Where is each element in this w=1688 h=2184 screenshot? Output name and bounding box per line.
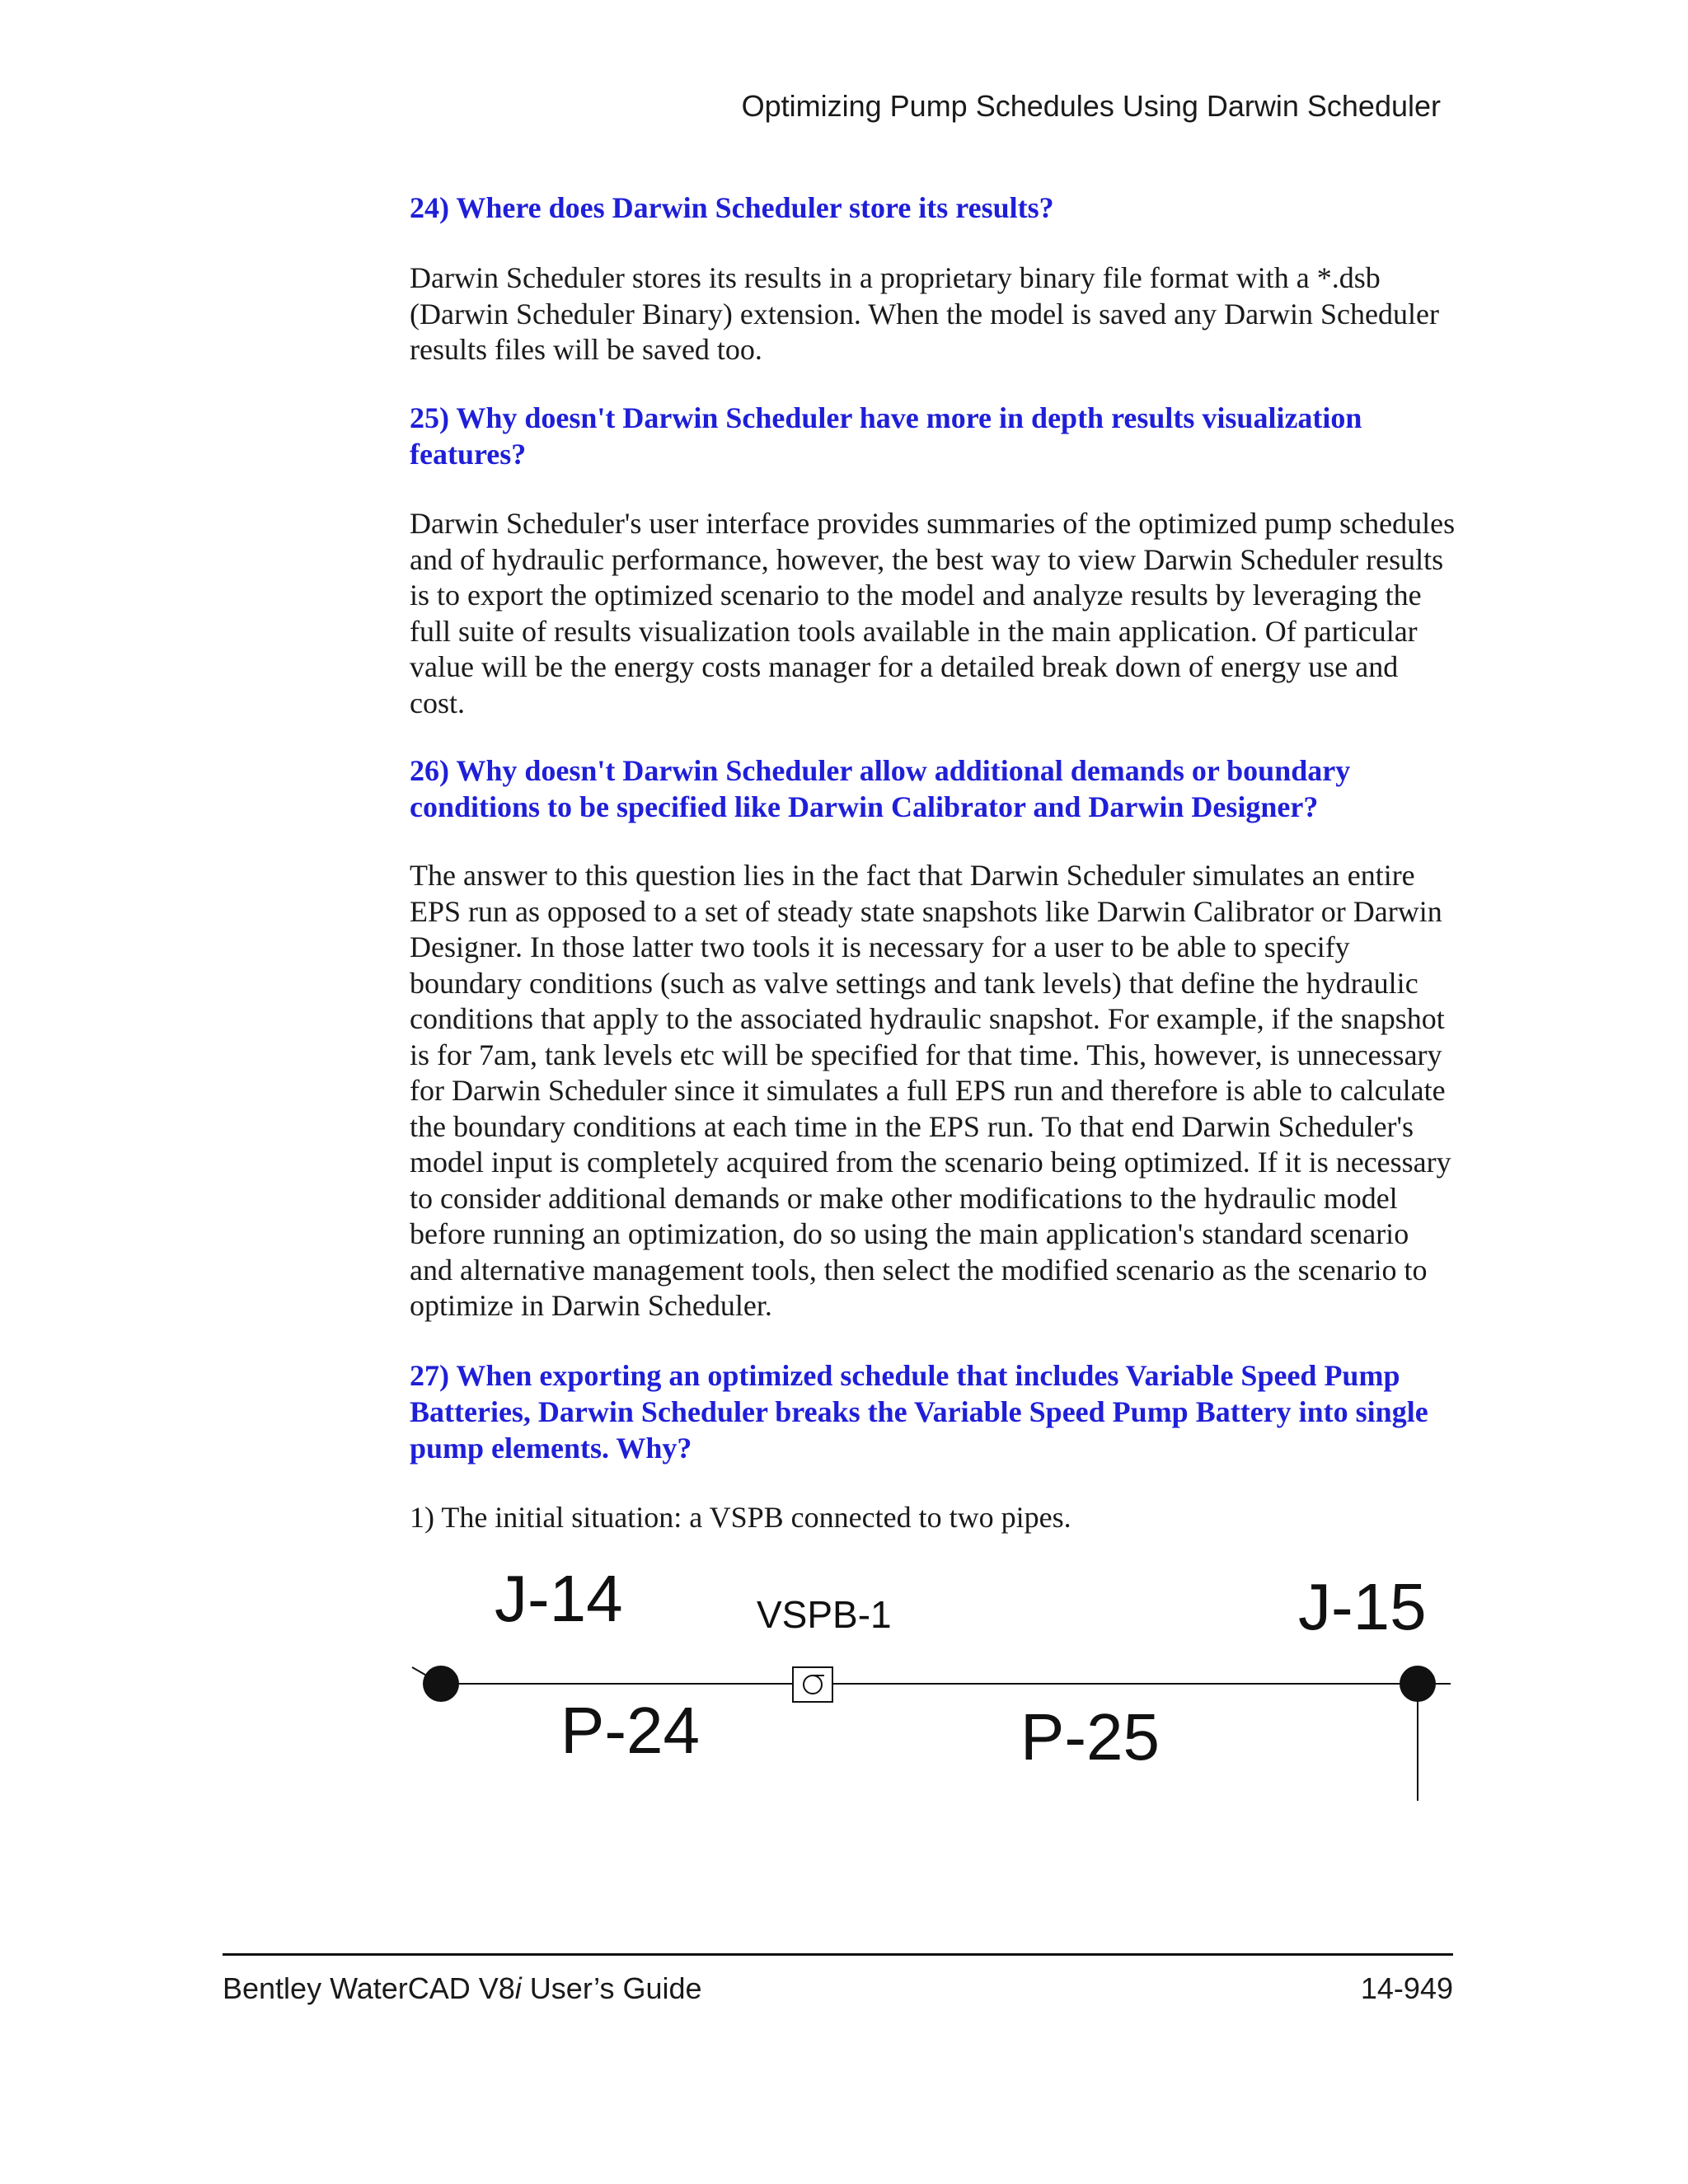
- junction-label-right: J-15: [1298, 1570, 1427, 1643]
- footer-rule: [223, 1953, 1453, 1956]
- footer-guide-italic: i: [514, 1971, 522, 2005]
- faq-answer-24: Darwin Scheduler stores its results in a proprietary binary file format with a *.dsb (Darwin Scheduler Binary) extension. When the model is saved any Darwin Scheduler results files will be saved too.: [410, 261, 1439, 366]
- footer-guide-suffix: User’s Guide: [521, 1971, 702, 2005]
- junction-node-left: [423, 1666, 459, 1702]
- footer-guide-title: [223, 1971, 702, 2006]
- faq-answer-25: Darwin Scheduler's user interface provides summaries of the optimized pump schedules and of hydraulic performance, however, the best way to view Darwin Scheduler results is to export the optimized scenario to the model and analyze results by leveraging the full suite of results visualization tools available in the main application. Of particular value will be the energy costs manager for a detailed break down of energy use and cost.: [410, 507, 1456, 719]
- junction-label-left: J-14: [495, 1562, 623, 1635]
- faq-question-27: 27) When exporting an optimized schedule that includes Variable Speed Pump Batteries, Darwin Scheduler breaks the Variable Speed Pump Battery into single pump elements. Why?: [410, 1359, 1428, 1465]
- running-header: Optimizing Pump Schedules Using Darwin Scheduler: [741, 89, 1441, 123]
- vspb-network-diagram: [404, 1562, 1467, 1809]
- pump-battery-label: VSPB-1: [757, 1593, 892, 1636]
- faq-answer-27: 1) The initial situation: a VSPB connected to two pipes.: [410, 1501, 1071, 1534]
- junction-node-right: [1400, 1666, 1436, 1702]
- pipe-label-left: P-24: [560, 1694, 700, 1767]
- faq-question-24: 24) Where does Darwin Scheduler store its results?: [410, 191, 1054, 224]
- faq-question-26: 26) Why doesn't Darwin Scheduler allow additional demands or boundary conditions to be specified like Darwin Calibrator and Darwin Designer?: [410, 754, 1351, 823]
- pipe-label-right: P-25: [1020, 1700, 1160, 1774]
- footer-guide-prefix: Bentley WaterCAD V8: [223, 1971, 515, 2005]
- faq-answer-26: The answer to this question lies in the fact that Darwin Scheduler simulates an entire EPS run as opposed to a set of steady state snapshots like Darwin Calibrator or Darwin Designer. In those latter two tools it is necessary for a user to be able to specify boundary conditions (such as valve settings and tank levels) that define the hydraulic conditions that apply to the associated hydraulic snapshot. For example, if the snapshot is for 7am, tank levels etc will be specified for that time. This, however, is unnecessary for Darwin Scheduler since it simulates a full EPS run and therefore is able to calculate the boundary conditions at each time in the EPS run. To that end Darwin Scheduler's model input is completely acquired from the scenario being optimized. If it is necessary to consider additional demands or make other modifications to the hydraulic model before running an optimization, do so using the main application's standard scenario and alternative management tools, then select the modified scenario as the scenario to optimize in Darwin Scheduler.: [410, 859, 1451, 1322]
- pump-icon: [793, 1667, 832, 1702]
- faq-question-25: 25) Why doesn't Darwin Scheduler have more in depth results visualization features?: [410, 401, 1362, 471]
- page-number: 14-949: [1360, 1971, 1453, 2005]
